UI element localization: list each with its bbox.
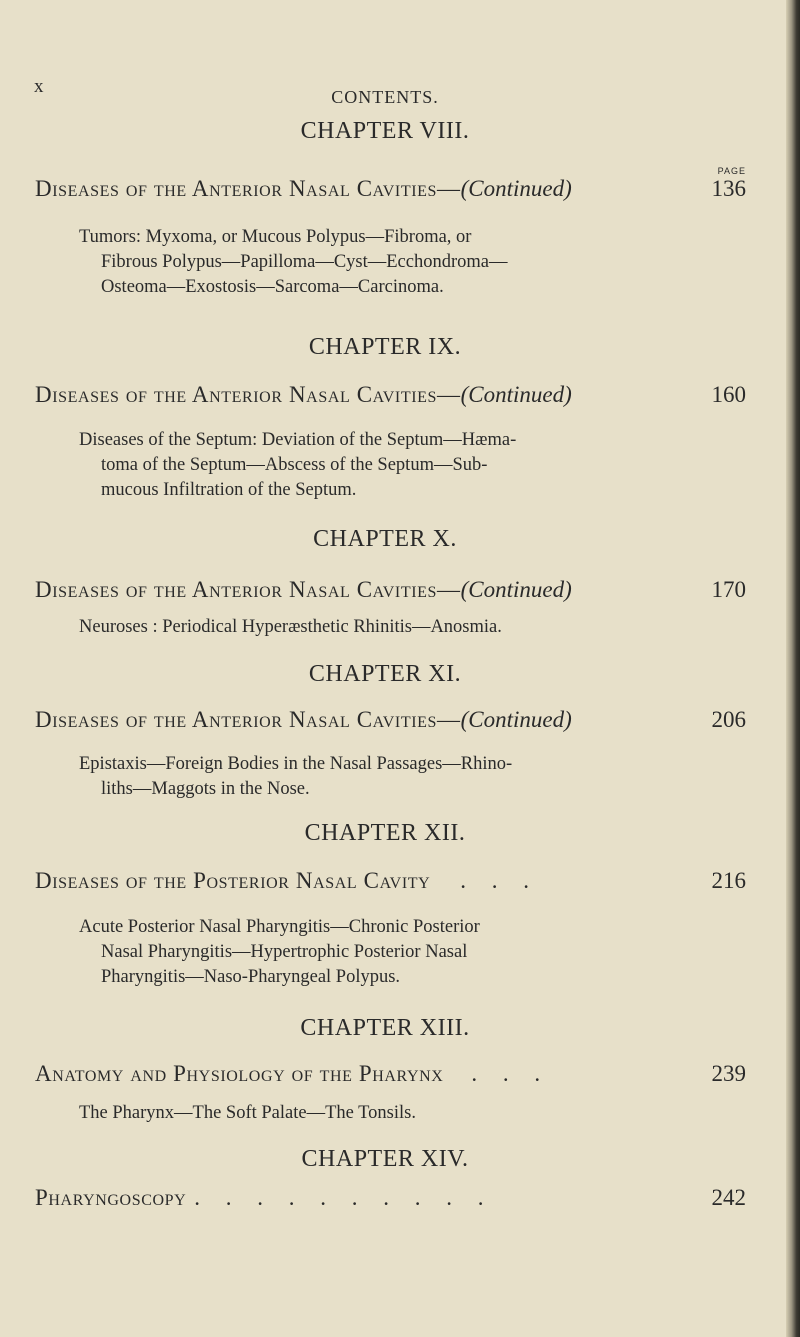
summary-line: Osteoma—Exostosis—Sarcoma—Carcinoma. — [101, 277, 444, 297]
toc-entry-page: 170 — [711, 577, 746, 602]
summary-line: Diseases of the Septum: Deviation of the Septum—Hæma- — [79, 430, 517, 450]
toc-entry[interactable] — [35, 868, 746, 894]
summary-line: liths—Maggots in the Nose. — [101, 779, 310, 799]
toc-entry-title: Pharyngoscopy — [35, 1185, 187, 1210]
chapter-heading: CHAPTER XIV. — [301, 1146, 469, 1172]
toc-entry[interactable] — [35, 707, 746, 733]
summary-line: mucous Infiltration of the Septum. — [101, 480, 357, 500]
toc-entry-title: Diseases of the Anterior Nasal Cavities—(Continued) — [35, 577, 572, 602]
toc-entry-page: 160 — [711, 382, 746, 407]
toc-entry[interactable] — [35, 577, 746, 603]
summary-line: Fibrous Polypus—Papilloma—Cyst—Ecchondroma— — [101, 252, 508, 272]
toc-entry-title: Diseases of the Anterior Nasal Cavities—(Continued) — [35, 176, 572, 201]
summary-line: Nasal Pharyngitis—Hypertrophic Posterior Nasal — [101, 942, 468, 962]
chapter-heading: CHAPTER XII. — [304, 820, 466, 846]
summary-line: Neuroses : Periodical Hyperæsthetic Rhinitis—Anosmia. — [79, 617, 502, 637]
toc-entry[interactable] — [35, 382, 746, 408]
summary-line: Epistaxis—Foreign Bodies in the Nasal Passages—Rhino- — [79, 754, 513, 774]
page-column-label: PAGE — [717, 166, 746, 176]
chapter-heading: CHAPTER XIII. — [300, 1015, 470, 1041]
chapter-summary — [79, 915, 679, 990]
chapter-summary — [79, 615, 679, 640]
chapter-heading: CHAPTER IX. — [308, 334, 462, 360]
chapter-summary — [79, 1101, 679, 1126]
leader-dots: . . . — [471, 1061, 551, 1086]
leader-dots: . . . — [460, 868, 540, 893]
toc-entry[interactable] — [35, 1061, 746, 1087]
toc-entry-title: Diseases of the Anterior Nasal Cavities—(Continued) — [35, 382, 572, 407]
summary-line: toma of the Septum—Abscess of the Septum—Sub- — [101, 455, 488, 475]
toc-entry-page: 242 — [711, 1185, 746, 1210]
summary-line: Tumors: Myxoma, or Mucous Polypus—Fibroma, or — [79, 227, 472, 247]
toc-entry-title: Diseases of the Anterior Nasal Cavities—(Continued) — [35, 707, 572, 732]
toc-entry-title: Diseases of the Posterior Nasal Cavity — [35, 868, 431, 893]
chapter-summary — [79, 752, 679, 802]
toc-entry[interactable] — [35, 1185, 746, 1211]
toc-entry[interactable] — [35, 176, 746, 202]
summary-line: Acute Posterior Nasal Pharyngitis—Chronic Posterior — [79, 917, 480, 937]
toc-entry-page: 206 — [711, 707, 746, 732]
chapter-summary — [79, 428, 679, 503]
summary-line: The Pharynx—The Soft Palate—The Tonsils. — [79, 1103, 416, 1123]
chapter-heading: CHAPTER VIII. — [300, 118, 470, 144]
toc-entry-page: 136 — [711, 176, 746, 201]
page-folio: x — [34, 76, 44, 97]
leader-dots: . . . . . . . . . . — [194, 1185, 494, 1210]
summary-line: Pharyngitis—Naso-Pharyngeal Polypus. — [101, 967, 401, 987]
chapter-heading: CHAPTER X. — [313, 526, 457, 552]
chapter-summary — [79, 225, 679, 300]
running-head: CONTENTS. — [331, 87, 439, 107]
chapter-heading: CHAPTER XI. — [308, 661, 462, 687]
toc-entry-page: 216 — [711, 868, 746, 893]
toc-entry-title: Anatomy and Physiology of the Pharynx — [35, 1061, 444, 1086]
page-edge — [786, 0, 800, 1337]
toc-entry-page: 239 — [711, 1061, 746, 1086]
